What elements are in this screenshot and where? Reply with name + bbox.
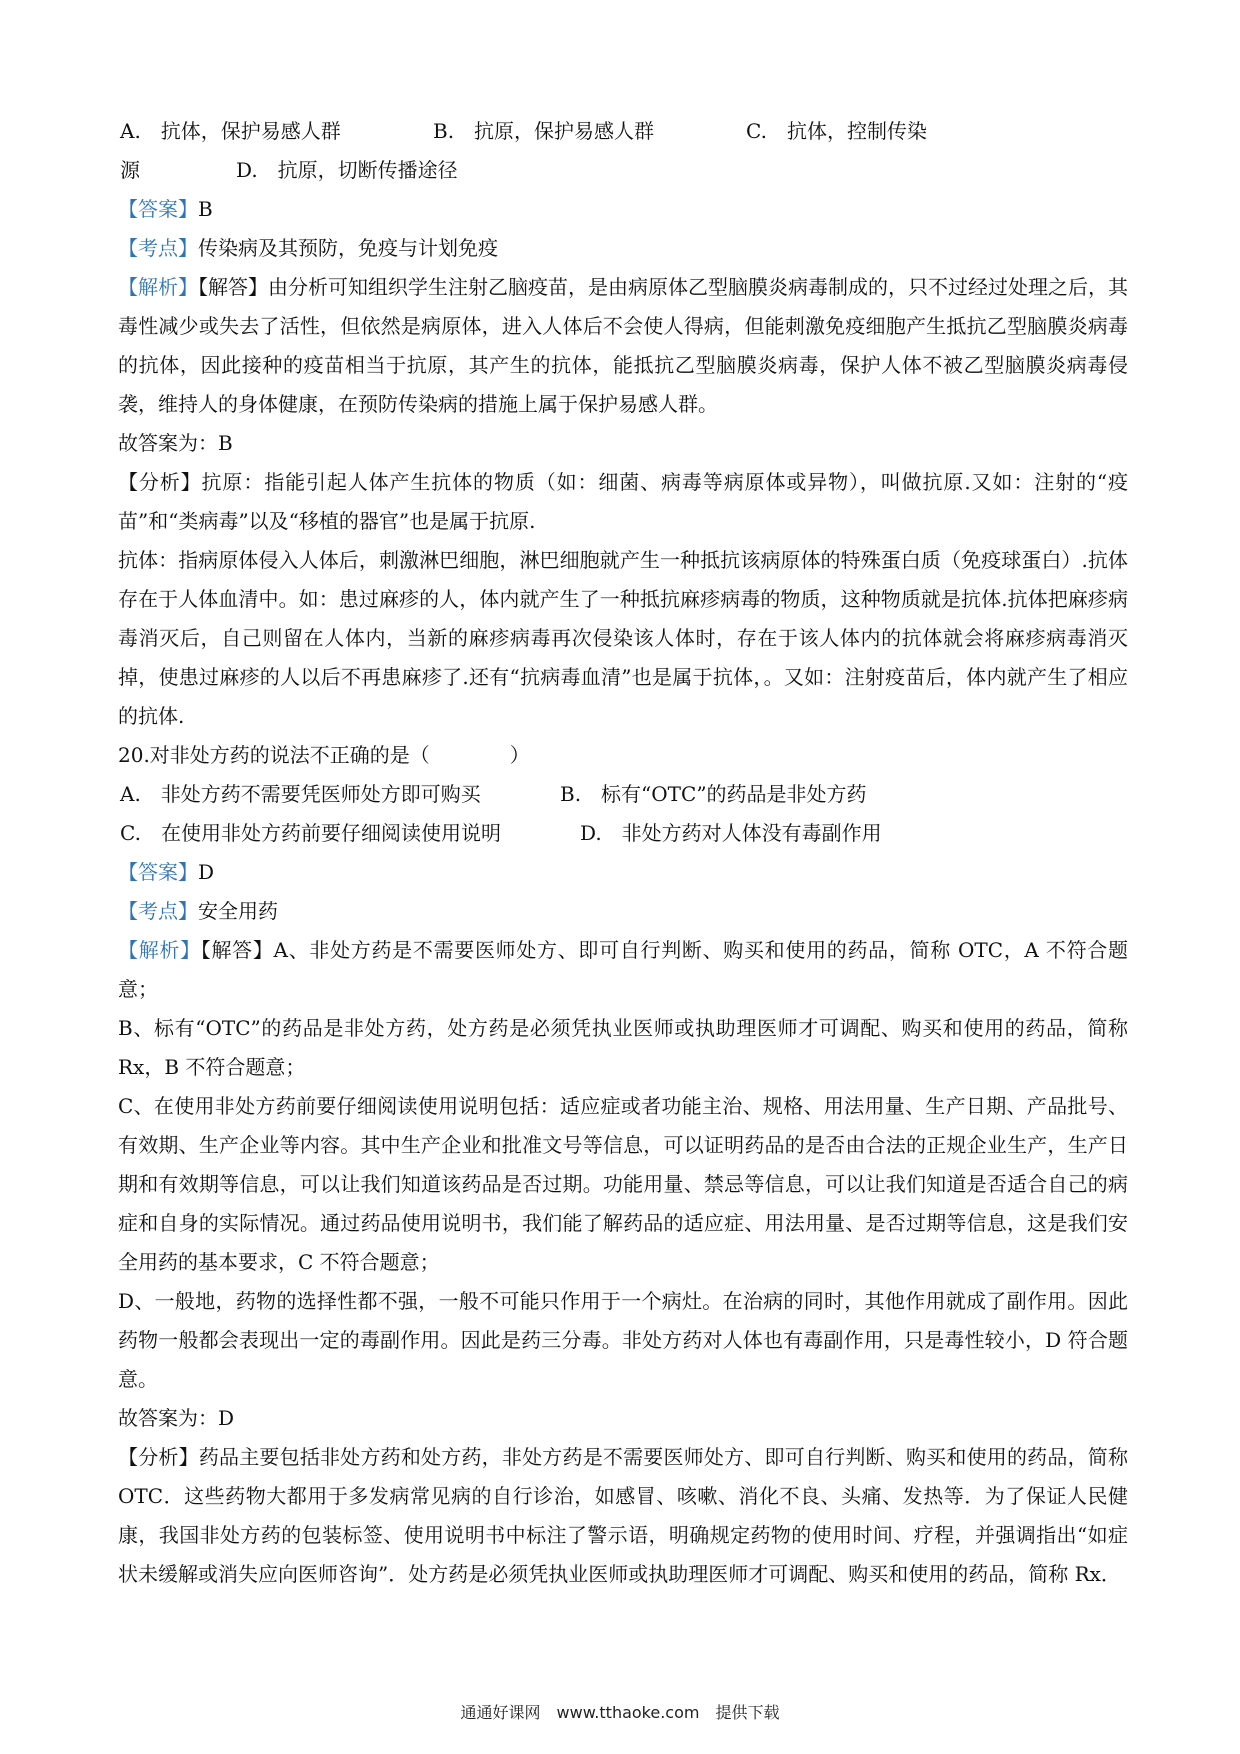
q20-option-d: D. 非处方药对人体没有毒副作用	[580, 821, 882, 845]
q20-analysis-d: D、一般地，药物的选择性都不强，一般不可能只作用于一个病灶。在治病的同时，其他作用就成了副作用。因此药物一般都会表现出一定的毒副作用。因此是药三分毒。非处方药对人体也有毒副作用，只是毒性较小，D 符合题意。	[118, 1289, 1128, 1391]
q19-options-row2	[118, 151, 1128, 190]
q19-option-c: C. 抗体，控制传染	[746, 119, 927, 143]
q19-option-b: B. 抗原，保护易感人群	[433, 119, 655, 143]
analysis-tag: 【解析】	[118, 275, 198, 299]
analysis-text: 【解答】A、非处方药是不需要医师处方、即可自行判断、购买和使用的药品，简称 OTC，A 不符合题意；	[118, 938, 1129, 1001]
q20-answer	[118, 853, 1128, 892]
point-value: 安全用药	[198, 899, 278, 923]
q20-analysis-a	[118, 931, 1128, 1009]
q20-options-row2	[118, 814, 1128, 853]
q20-options-row1	[118, 775, 1128, 814]
q20-analysis-b: B、标有“OTC”的药品是非处方药，处方药是必须凭执业医师或执助理医师才可调配、购买和使用的药品，简称 Rx，B 不符合题意；	[118, 1016, 1128, 1079]
q20-point	[118, 892, 1128, 931]
q19-fenxi-antibody: 抗体：指病原体侵入人体后，刺激淋巴细胞，淋巴细胞就产生一种抵抗该病原体的特殊蛋白质（免疫球蛋白）.抗体存在于人体血清中。如：患过麻疹的人，体内就产生了一种抵抗麻疹病毒的物质，这种物质就是抗体.抗体把麻疹病毒消灭后，自己则留在人体内，当新的麻疹病毒再次侵染该人体时，存在于该人体内的抗体就会将麻疹病毒消灭掉，使患过麻疹的人以后不再患麻疹了.还有“抗病毒血清”也是属于抗体，。又如：注射疫苗后，体内就产生了相应的抗体.	[118, 548, 1128, 728]
answer-tag: 【答案】	[118, 197, 198, 221]
page-footer: 通通好课网 www.tthaoke.com 提供下载	[460, 1703, 780, 1722]
document-body	[118, 112, 1128, 1594]
answer-value: B	[198, 197, 213, 221]
q20-final-answer: 故答案为：D	[118, 1406, 235, 1430]
q20-analysis-c: C、在使用非处方药前要仔细阅读使用说明包括：适应症或者功能主治、规格、用法用量、生产日期、产品批号、有效期、生产企业等内容。其中生产企业和批准文号等信息，可以证明药品的是否由合法的正规企业生产，生产日期和有效期等信息，可以让我们知道该药品是否过期。功能用量、禁忌等信息，可以让我们知道是否适合自己的病症和自身的实际情况。通过药品使用说明书，我们能了解药品的适应症、用法用量、是否过期等信息，这是我们安全用药的基本要求，C 不符合题意；	[118, 1094, 1128, 1274]
q20-option-b: B. 标有“OTC”的药品是非处方药	[560, 782, 867, 806]
q20-option-c: C. 在使用非处方药前要仔细阅读使用说明	[120, 821, 501, 845]
q19-option-c-cont: 源	[120, 158, 140, 182]
answer-tag: 【答案】	[118, 860, 198, 884]
q19-answer	[118, 190, 1128, 229]
q19-option-a: A. 抗体，保护易感人群	[120, 119, 341, 143]
q19-option-d: D. 抗原，切断传播途径	[236, 158, 458, 182]
q20-option-a: A. 非处方药不需要凭医师处方即可购买	[120, 782, 481, 806]
q20-stem: 20.对非处方药的说法不正确的是（ ）	[118, 743, 530, 767]
q19-point	[118, 229, 1128, 268]
q19-final-answer: 故答案为：B	[118, 431, 233, 455]
analysis-text: 【解答】由分析可知组织学生注射乙脑疫苗，是由病原体乙型脑膜炎病毒制成的，只不过经过处理之后，其毒性减少或失去了活性，但依然是病原体，进入人体后不会使人得病，但能刺激免疫细胞产生抵抗乙型脑膜炎病毒的抗体，因此接种的疫苗相当于抗原，其产生的抗体，能抵抗乙型脑膜炎病毒，保护人体不被乙型脑膜炎病毒侵袭，维持人的身体健康，在预防传染病的措施上属于保护易感人群。	[118, 275, 1128, 416]
q20-fenxi: 【分析】药品主要包括非处方药和处方药，非处方药是不需要医师处方、即可自行判断、购买和使用的药品，简称 OTC．这些药物大都用于多发病常见病的自行诊治，如感冒、咳嗽、消化不良、头痛、发热等．为了保证人民健康，我国非处方药的包装标签、使用说明书中标注了警示语，明确规定药物的使用时间、疗程，并强调指出“如症状未缓解或消失应向医师咨询”．处方药是必须凭执业医师或执助理医师才可调配、购买和使用的药品，简称 Rx．	[118, 1445, 1128, 1586]
q19-options-row1	[118, 112, 1128, 151]
point-tag: 【考点】	[118, 899, 198, 923]
point-value: 传染病及其预防，免疫与计划免疫	[198, 236, 498, 260]
q19-analysis	[118, 268, 1128, 424]
point-tag: 【考点】	[118, 236, 198, 260]
analysis-tag: 【解析】	[118, 938, 201, 962]
q19-fenxi-antigen: 【分析】抗原：指能引起人体产生抗体的物质（如：细菌、病毒等病原体或异物），叫做抗原.又如：注射的“疫苗”和“类病毒”以及“移植的器官”也是属于抗原.	[118, 470, 1128, 533]
answer-value: D	[198, 860, 215, 884]
